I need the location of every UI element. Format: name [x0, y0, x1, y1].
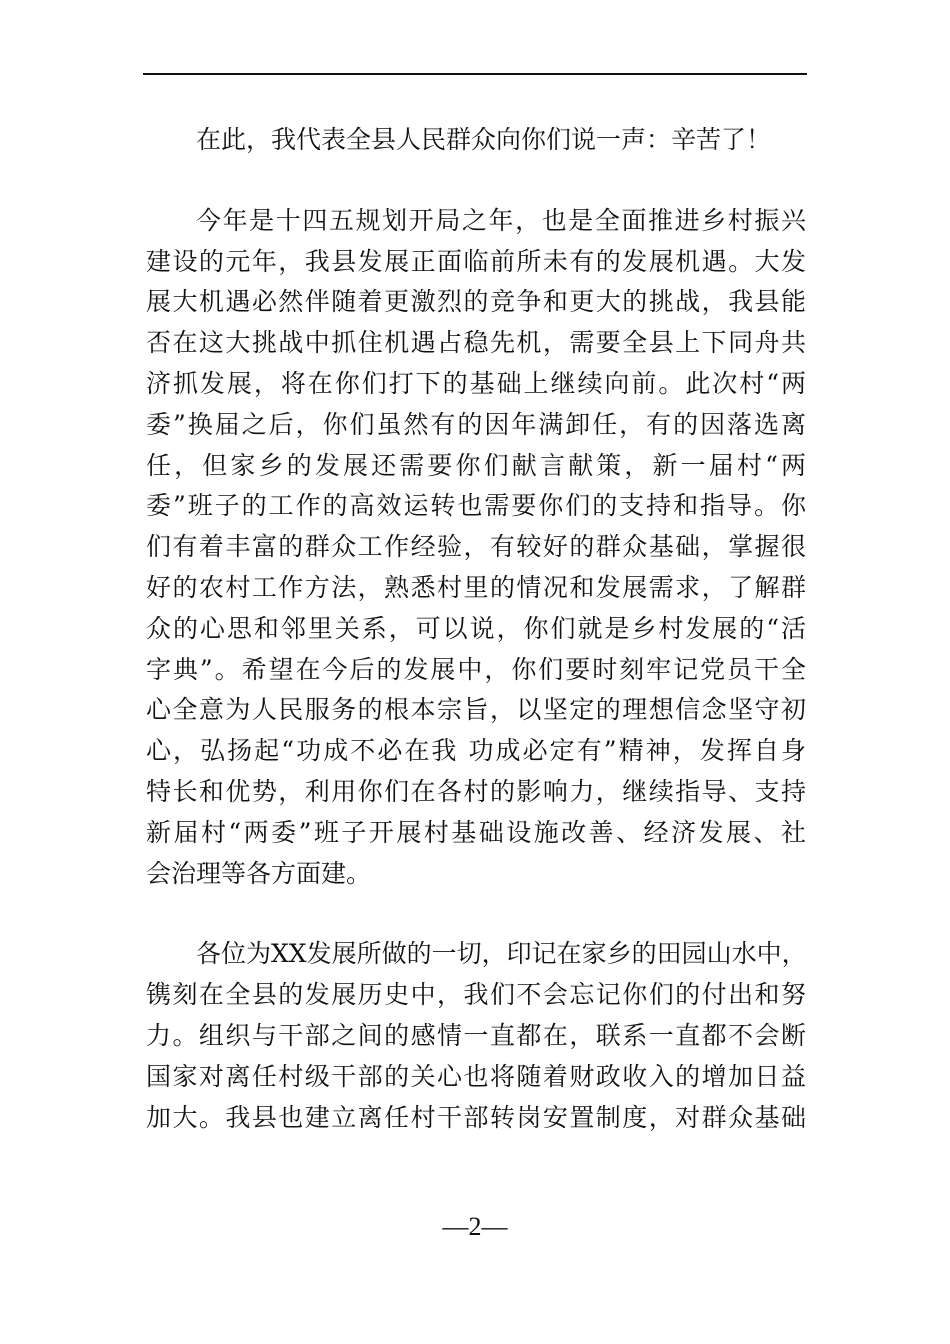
- text-line: 在此，我代表全县人民群众向你们说一声：辛苦了！: [196, 125, 772, 154]
- text-line: 任，但家乡的发展还需要你们献言献策，新一届村“两: [146, 450, 806, 480]
- text-line: 加大。我县也建立离任村干部转岗安置制度，对群众基础: [146, 1102, 806, 1132]
- text-line: 好的农村工作方法，熟悉村里的情况和发展需求，了解群: [146, 572, 806, 602]
- text-line: 镌刻在全县的发展历史中，我们不会忘记你们的付出和努: [146, 980, 806, 1010]
- text-line: 心全意为人民服务的根本宗旨，以坚定的理想信念坚守初: [146, 695, 806, 725]
- paragraph-gap: [146, 894, 806, 934]
- text-line: 心，弘扬起“功成不必在我 功成必定有”精神，发挥自身: [146, 736, 806, 766]
- text-line: 各位为XX发展所做的一切，印记在家乡的田园山水中，: [196, 939, 807, 969]
- text-line: 国家对离任村级干部的关心也将随着财政收入的增加日益: [146, 1061, 806, 1091]
- text-line: 否在这大挑战中抓住机遇占稳先机，需要全县上下同舟共: [146, 328, 806, 358]
- document-body: [146, 120, 806, 1138]
- text-line: 会治理等各方面建。: [146, 858, 372, 888]
- text-line: 新届村“两委”班子开展村基础设施改善、经济发展、社: [146, 817, 806, 847]
- page-number: —2—: [442, 1212, 508, 1241]
- text-line: 建设的元年，我县发展正面临前所未有的发展机遇。大发: [146, 246, 806, 276]
- paragraph-3: [146, 934, 806, 1138]
- text-line: 众的心思和邻里关系，可以说，你们就是乡村发展的“活: [146, 613, 806, 643]
- text-line: 济抓发展，将在你们打下的基础上继续向前。此次村“两: [146, 368, 806, 398]
- paragraph-2: [146, 201, 806, 895]
- text-line: 们有着丰富的群众工作经验，有较好的群众基础，掌握很: [146, 532, 806, 562]
- text-line: 今年是十四五规划开局之年，也是全面推进乡村振兴: [196, 205, 806, 235]
- text-line: 委”班子的工作的高效运转也需要你们的支持和指导。你: [146, 491, 806, 521]
- paragraph-1: [146, 120, 806, 161]
- text-line: 力。组织与干部之间的感情一直都在，联系一直都不会断: [146, 1020, 806, 1050]
- text-line: 字典”。希望在今后的发展中，你们要时刻牢记党员干全: [146, 654, 806, 684]
- text-line: 展大机遇必然伴随着更激烈的竞争和更大的挑战，我县能: [146, 287, 806, 317]
- header-rule: [143, 73, 807, 75]
- text-line: 委”换届之后，你们虽然有的因年满卸任，有的因落选离: [146, 409, 806, 439]
- text-line: 特长和优势，利用你们在各村的影响力，继续指导、支持: [146, 776, 806, 806]
- paragraph-gap: [146, 161, 806, 201]
